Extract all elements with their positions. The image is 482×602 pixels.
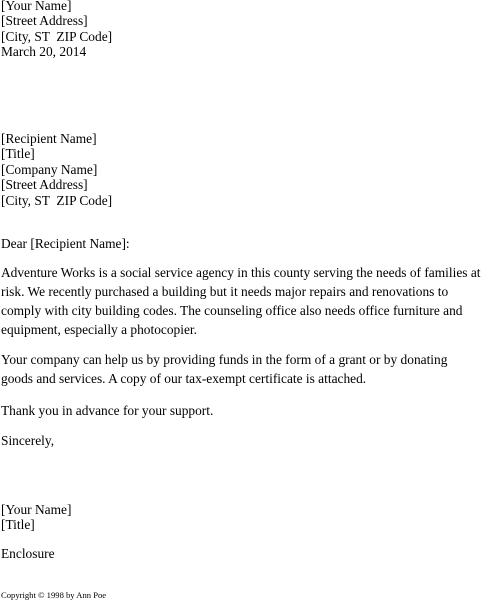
recipient-company: [Company Name]: [1, 161, 98, 177]
enclosure-note: Enclosure: [1, 546, 55, 561]
signer-title: [Title]: [1, 517, 35, 533]
recipient-address-block: [1, 131, 112, 208]
sender-city-state-zip: [City, ST ZIP Code]: [1, 28, 113, 44]
sender-address-block: [1, 0, 112, 60]
sender-street: [Street Address]: [1, 13, 88, 29]
recipient-name: [Recipient Name]: [1, 131, 97, 146]
body-paragraph-3: Thank you in advance for your support.: [1, 403, 214, 418]
copyright-footer: Copyright © 1998 by Ann Poe: [1, 590, 107, 600]
signer-name: [Your Name]: [1, 502, 72, 517]
sender-name: [Your Name]: [1, 0, 72, 13]
recipient-street: [Street Address]: [1, 177, 88, 193]
body-paragraph-2: Your company can help us by providing funds in the form of a grant or by donating goods and services. A copy of our tax-exempt certificate is attached.: [1, 352, 448, 386]
salutation: Dear [Recipient Name]:: [1, 236, 130, 251]
recipient-city-state-zip: [City, ST ZIP Code]: [1, 192, 113, 208]
signature-block: [1, 502, 71, 533]
letter-date: March 20, 2014: [1, 44, 87, 60]
body-paragraph-1: Adventure Works is a social service agency in this county serving the needs of families at risk. We recently purchased a building but it needs major repairs and renovations to comply with city building codes. The counseling office also needs office furniture and equipment, especially a photocopier.: [1, 265, 481, 337]
closing: Sincerely,: [1, 433, 55, 448]
recipient-title: [Title]: [1, 146, 35, 162]
